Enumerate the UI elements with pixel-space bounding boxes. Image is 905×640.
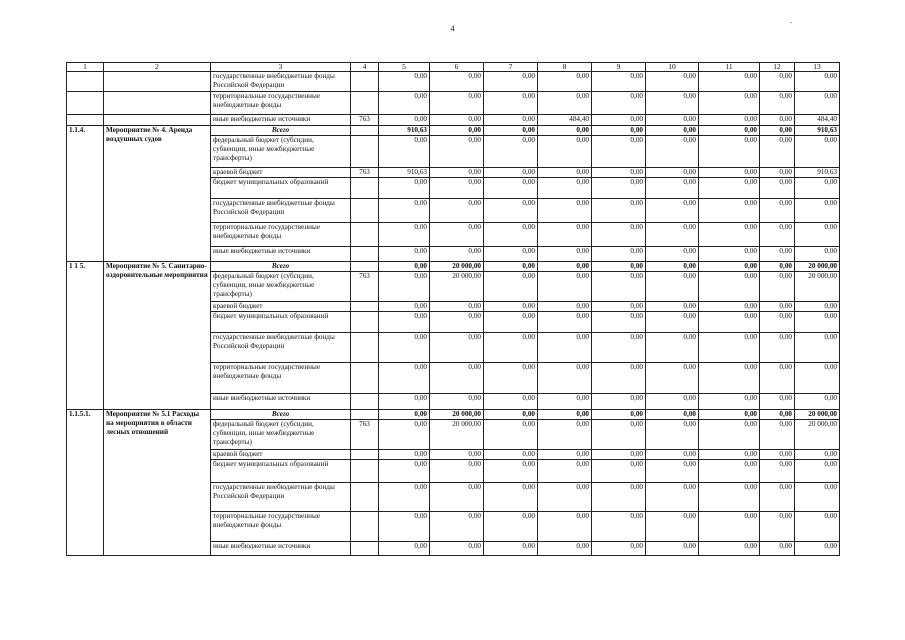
amount-cell: 0,00 <box>795 136 840 168</box>
gr-code: 763 <box>351 272 379 302</box>
amount-cell: 0,00 <box>795 363 840 394</box>
amount-cell: 0,00 <box>699 312 760 333</box>
amount-cell: 0,00 <box>430 512 484 542</box>
table-row <box>67 410 840 420</box>
amount-cell: 0,00 <box>699 178 760 199</box>
amount-cell: 0,00 <box>646 460 699 483</box>
amount-cell: 0,00 <box>760 262 795 272</box>
amount-cell: 0,00 <box>592 450 646 460</box>
amount-cell: 0,00 <box>592 483 646 512</box>
amount-cell: 0,00 <box>538 512 592 542</box>
amount-cell: 0,00 <box>795 333 840 363</box>
amount-cell: 0,00 <box>592 302 646 312</box>
amount-cell: 0,00 <box>760 512 795 542</box>
amount-cell: 0,00 <box>379 420 430 450</box>
amount-cell: 0,00 <box>760 223 795 247</box>
amount-cell: 0,00 <box>379 410 430 420</box>
header-cell: 11 <box>699 63 760 72</box>
gr-code <box>351 394 379 410</box>
activity-name: Мероприятие № 5. Санитарно-оздоровительные мероприятия <box>104 262 211 410</box>
amount-cell: 910,63 <box>379 168 430 178</box>
funding-source: федеральный бюджет (субсидии, субвенции, иные межбюджетные трансферты) <box>211 272 351 302</box>
amount-cell: 0,00 <box>430 199 484 223</box>
amount-cell: 0,00 <box>379 115 430 126</box>
amount-cell: 0,00 <box>760 363 795 394</box>
page-number: 4 <box>450 24 455 33</box>
amount-cell: 0,00 <box>795 512 840 542</box>
amount-cell: 0,00 <box>538 168 592 178</box>
amount-cell: 0,00 <box>592 168 646 178</box>
amount-cell: 0,00 <box>699 272 760 302</box>
gr-code <box>351 363 379 394</box>
amount-cell: 0,00 <box>699 168 760 178</box>
activity-code: 1.1.5.1. <box>67 410 104 556</box>
amount-cell: 0,00 <box>538 420 592 450</box>
gr-code <box>351 136 379 168</box>
amount-cell: 0,00 <box>379 199 430 223</box>
amount-cell: 0,00 <box>760 136 795 168</box>
funding-source: государственные внебюджетные фонды Российской Федерации <box>211 199 351 223</box>
activity-code <box>67 72 104 92</box>
amount-cell: 0,00 <box>538 126 592 136</box>
amount-cell: 0,00 <box>760 333 795 363</box>
amount-cell: 0,00 <box>538 333 592 363</box>
amount-cell: 0,00 <box>592 199 646 223</box>
amount-cell: 0,00 <box>484 92 538 115</box>
amount-cell: 0,00 <box>430 394 484 410</box>
amount-cell: 20 000,00 <box>430 262 484 272</box>
amount-cell: 0,00 <box>646 450 699 460</box>
amount-cell: 0,00 <box>592 272 646 302</box>
amount-cell: 0,00 <box>592 92 646 115</box>
header-cell: 8 <box>538 63 592 72</box>
amount-cell: 0,00 <box>592 512 646 542</box>
amount-cell: 910,63 <box>795 126 840 136</box>
amount-cell: 0,00 <box>592 178 646 199</box>
amount-cell: 0,00 <box>484 450 538 460</box>
gr-code <box>351 92 379 115</box>
amount-cell: 0,00 <box>484 460 538 483</box>
amount-cell: 0,00 <box>646 262 699 272</box>
amount-cell: 0,00 <box>379 363 430 394</box>
amount-cell: 0,00 <box>538 92 592 115</box>
funding-source: территориальные государственные внебюджетные фонды <box>211 363 351 394</box>
activity-name: Мероприятие № 5.1 Расходы на мероприятия в области лесных отношений <box>104 410 211 556</box>
amount-cell: 0,00 <box>699 333 760 363</box>
header-cell: 2 <box>104 63 211 72</box>
amount-cell: 0,00 <box>538 312 592 333</box>
amount-cell: 0,00 <box>795 483 840 512</box>
amount-cell: 0,00 <box>538 450 592 460</box>
amount-cell: 20 000,00 <box>430 410 484 420</box>
amount-cell: 0,00 <box>484 483 538 512</box>
amount-cell: 0,00 <box>379 312 430 333</box>
funding-source: бюджет муниципальных образований <box>211 312 351 333</box>
amount-cell: 0,00 <box>592 363 646 394</box>
header-cell: 3 <box>211 63 351 72</box>
amount-cell: 0,00 <box>538 262 592 272</box>
amount-cell: 0,00 <box>379 72 430 92</box>
amount-cell: 0,00 <box>646 199 699 223</box>
header-cell: 7 <box>484 63 538 72</box>
amount-cell: 0,00 <box>795 460 840 483</box>
amount-cell: 0,00 <box>699 450 760 460</box>
amount-cell: 0,00 <box>592 247 646 262</box>
amount-cell: 0,00 <box>760 542 795 556</box>
gr-code <box>351 126 379 136</box>
amount-cell: 0,00 <box>760 460 795 483</box>
amount-cell: 0,00 <box>538 247 592 262</box>
amount-cell: 0,00 <box>484 394 538 410</box>
amount-cell: 0,00 <box>379 223 430 247</box>
amount-cell: 0,00 <box>379 460 430 483</box>
amount-cell: 0,00 <box>538 178 592 199</box>
amount-cell: 0,00 <box>430 312 484 333</box>
amount-cell: 0,00 <box>538 136 592 168</box>
table-row <box>67 92 840 115</box>
gr-code <box>351 199 379 223</box>
funding-source: бюджет муниципальных образований <box>211 460 351 483</box>
amount-cell: 0,00 <box>379 450 430 460</box>
amount-cell: 0,00 <box>795 247 840 262</box>
amount-cell: 0,00 <box>646 92 699 115</box>
funding-source: федеральный бюджет (субсидии, субвенции, иные межбюджетные трансферты) <box>211 420 351 450</box>
amount-cell: 0,00 <box>379 92 430 115</box>
funding-source: иные внебюджетные источники <box>211 115 351 126</box>
amount-cell: 0,00 <box>592 542 646 556</box>
amount-cell: 0,00 <box>795 199 840 223</box>
gr-code <box>351 178 379 199</box>
amount-cell: 0,00 <box>646 420 699 450</box>
gr-code <box>351 72 379 92</box>
amount-cell: 0,00 <box>646 136 699 168</box>
amount-cell: 0,00 <box>430 333 484 363</box>
amount-cell: 0,00 <box>484 168 538 178</box>
gr-code <box>351 542 379 556</box>
amount-cell: 0,00 <box>430 247 484 262</box>
amount-cell: 0,00 <box>430 363 484 394</box>
amount-cell: 0,00 <box>430 72 484 92</box>
amount-cell: 0,00 <box>760 115 795 126</box>
amount-cell: 0,00 <box>646 223 699 247</box>
amount-cell: 0,00 <box>430 92 484 115</box>
amount-cell: 0,00 <box>795 302 840 312</box>
funding-source: территориальные государственные внебюджетные фонды <box>211 92 351 115</box>
gr-code <box>351 223 379 247</box>
amount-cell: 910,63 <box>795 168 840 178</box>
amount-cell: 0,00 <box>484 272 538 302</box>
amount-cell: 0,00 <box>430 302 484 312</box>
gr-code <box>351 247 379 262</box>
amount-cell: 0,00 <box>379 542 430 556</box>
funding-source: бюджет муниципальных образований <box>211 178 351 199</box>
gr-code <box>351 262 379 272</box>
amount-cell: 0,00 <box>646 302 699 312</box>
amount-cell: 0,00 <box>699 363 760 394</box>
amount-cell: 0,00 <box>430 115 484 126</box>
gr-code <box>351 333 379 363</box>
amount-cell: 0,00 <box>646 72 699 92</box>
gr-code <box>351 460 379 483</box>
amount-cell: 0,00 <box>646 542 699 556</box>
amount-cell: 0,00 <box>699 92 760 115</box>
amount-cell: 0,00 <box>699 126 760 136</box>
gr-code: 763 <box>351 420 379 450</box>
amount-cell: 0,00 <box>795 450 840 460</box>
header-cell: 6 <box>430 63 484 72</box>
amount-cell: 0,00 <box>760 420 795 450</box>
activity-name: Мероприятие № 4. Аренда воздушных судов <box>104 126 211 262</box>
funding-source: иные внебюджетные источники <box>211 247 351 262</box>
amount-cell: 0,00 <box>538 363 592 394</box>
amount-cell: 0,00 <box>699 394 760 410</box>
activity-code <box>67 92 104 115</box>
amount-cell: 0,00 <box>795 178 840 199</box>
amount-cell: 0,00 <box>430 168 484 178</box>
amount-cell: 0,00 <box>699 302 760 312</box>
amount-cell: 0,00 <box>484 178 538 199</box>
amount-cell: 0,00 <box>760 126 795 136</box>
amount-cell: 0,00 <box>795 312 840 333</box>
amount-cell: 0,00 <box>646 312 699 333</box>
amount-cell: 20 000,00 <box>430 272 484 302</box>
funding-source: краевой бюджет <box>211 168 351 178</box>
funding-source: иные внебюджетные источники <box>211 542 351 556</box>
amount-cell: 0,00 <box>430 450 484 460</box>
table-row <box>67 126 840 136</box>
header-cell: 12 <box>760 63 795 72</box>
amount-cell: 0,00 <box>430 136 484 168</box>
amount-cell: 0,00 <box>592 126 646 136</box>
amount-cell: 0,00 <box>538 542 592 556</box>
amount-cell: 0,00 <box>484 363 538 394</box>
amount-cell: 0,00 <box>646 126 699 136</box>
amount-cell: 0,00 <box>484 262 538 272</box>
amount-cell: 0,00 <box>379 512 430 542</box>
header-cell: 4 <box>351 63 379 72</box>
gr-code <box>351 483 379 512</box>
amount-cell: 0,00 <box>795 542 840 556</box>
funding-source: государственные внебюджетные фонды Российской Федерации <box>211 333 351 363</box>
funding-source: краевой бюджет <box>211 302 351 312</box>
amount-cell: 0,00 <box>592 115 646 126</box>
amount-cell: 0,00 <box>538 410 592 420</box>
amount-cell: 0,00 <box>379 247 430 262</box>
amount-cell: 0,00 <box>760 394 795 410</box>
amount-cell: 0,00 <box>795 72 840 92</box>
amount-cell: 0,00 <box>484 136 538 168</box>
amount-cell: 0,00 <box>646 168 699 178</box>
gr-code: 763 <box>351 168 379 178</box>
amount-cell: 0,00 <box>760 410 795 420</box>
amount-cell: 0,00 <box>379 178 430 199</box>
gr-code <box>351 450 379 460</box>
amount-cell: 0,00 <box>430 542 484 556</box>
amount-cell: 0,00 <box>646 394 699 410</box>
amount-cell: 0,00 <box>484 420 538 450</box>
table-row <box>67 72 840 92</box>
budget-table <box>66 62 840 556</box>
amount-cell: 0,00 <box>699 460 760 483</box>
amount-cell: 0,00 <box>538 72 592 92</box>
amount-cell: 0,00 <box>538 272 592 302</box>
gr-code <box>351 512 379 542</box>
amount-cell: 0,00 <box>538 483 592 512</box>
amount-cell: 20 000,00 <box>430 420 484 450</box>
amount-cell: 0,00 <box>379 136 430 168</box>
activity-name <box>104 72 211 92</box>
gr-code: 763 <box>351 115 379 126</box>
funding-source: федеральный бюджет (субсидии, субвенции, иные межбюджетные трансферты) <box>211 136 351 168</box>
amount-cell: 0,00 <box>699 483 760 512</box>
amount-cell: 0,00 <box>592 72 646 92</box>
amount-cell: 0,00 <box>795 223 840 247</box>
amount-cell: 0,00 <box>484 312 538 333</box>
amount-cell: 0,00 <box>430 223 484 247</box>
amount-cell: 0,00 <box>379 483 430 512</box>
amount-cell: 0,00 <box>484 542 538 556</box>
amount-cell: 0,00 <box>592 420 646 450</box>
amount-cell: 0,00 <box>430 126 484 136</box>
activity-name <box>104 92 211 115</box>
amount-cell: 0,00 <box>760 168 795 178</box>
amount-cell: 0,00 <box>484 410 538 420</box>
amount-cell: 0,00 <box>379 333 430 363</box>
amount-cell: 0,00 <box>795 394 840 410</box>
header-cell: 13 <box>795 63 840 72</box>
amount-cell: 0,00 <box>760 272 795 302</box>
amount-cell: 0,00 <box>379 272 430 302</box>
activity-name <box>104 115 211 126</box>
amount-cell: 484,40 <box>538 115 592 126</box>
amount-cell: 0,00 <box>760 72 795 92</box>
funding-source: территориальные государственные внебюджетные фонды <box>211 223 351 247</box>
header-cell: 5 <box>379 63 430 72</box>
header-cell: 1 <box>67 63 104 72</box>
amount-cell: 20 000,00 <box>795 272 840 302</box>
funding-source: иные внебюджетные источники <box>211 394 351 410</box>
amount-cell: 0,00 <box>699 72 760 92</box>
amount-cell: 0,00 <box>538 394 592 410</box>
table-row <box>67 115 840 126</box>
amount-cell: 0,00 <box>592 333 646 363</box>
activity-code <box>67 115 104 126</box>
header-row <box>67 63 840 72</box>
corner-mark: - <box>790 18 793 26</box>
amount-cell: 0,00 <box>646 410 699 420</box>
amount-cell: 0,00 <box>699 115 760 126</box>
amount-cell: 0,00 <box>699 410 760 420</box>
amount-cell: 0,00 <box>592 460 646 483</box>
funding-source: государственные внебюджетные фонды Российской Федерации <box>211 72 351 92</box>
amount-cell: 0,00 <box>538 223 592 247</box>
amount-cell: 20 000,00 <box>795 420 840 450</box>
amount-cell: 0,00 <box>760 199 795 223</box>
amount-cell: 0,00 <box>484 115 538 126</box>
amount-cell: 0,00 <box>646 247 699 262</box>
amount-cell: 0,00 <box>699 136 760 168</box>
amount-cell: 0,00 <box>430 483 484 512</box>
amount-cell: 0,00 <box>484 512 538 542</box>
amount-cell: 0,00 <box>699 262 760 272</box>
header-cell: 9 <box>592 63 646 72</box>
amount-cell: 0,00 <box>699 247 760 262</box>
amount-cell: 484,40 <box>795 115 840 126</box>
activity-code: 1.1.4. <box>67 126 104 262</box>
amount-cell: 20 000,00 <box>795 262 840 272</box>
amount-cell: 0,00 <box>484 199 538 223</box>
amount-cell: 0,00 <box>795 92 840 115</box>
amount-cell: 0,00 <box>484 302 538 312</box>
amount-cell: 0,00 <box>760 450 795 460</box>
amount-cell: 0,00 <box>592 223 646 247</box>
amount-cell: 0,00 <box>538 199 592 223</box>
amount-cell: 0,00 <box>538 302 592 312</box>
gr-code <box>351 312 379 333</box>
amount-cell: 0,00 <box>592 262 646 272</box>
amount-cell: 0,00 <box>592 136 646 168</box>
amount-cell: 0,00 <box>760 483 795 512</box>
amount-cell: 0,00 <box>538 460 592 483</box>
amount-cell: 0,00 <box>699 542 760 556</box>
amount-cell: 0,00 <box>699 512 760 542</box>
header-cell: 10 <box>646 63 699 72</box>
amount-cell: 0,00 <box>699 223 760 247</box>
amount-cell: 0,00 <box>646 178 699 199</box>
amount-cell: 0,00 <box>646 272 699 302</box>
funding-source: территориальные государственные внебюджетные фонды <box>211 512 351 542</box>
amount-cell: 0,00 <box>760 302 795 312</box>
amount-cell: 0,00 <box>646 333 699 363</box>
amount-cell: 0,00 <box>646 115 699 126</box>
amount-cell: 0,00 <box>592 312 646 333</box>
amount-cell: 0,00 <box>484 247 538 262</box>
amount-cell: 0,00 <box>760 312 795 333</box>
amount-cell: 0,00 <box>646 512 699 542</box>
amount-cell: 0,00 <box>484 72 538 92</box>
amount-cell: 0,00 <box>592 394 646 410</box>
amount-cell: 0,00 <box>430 460 484 483</box>
amount-cell: 910,63 <box>379 126 430 136</box>
amount-cell: 0,00 <box>646 483 699 512</box>
amount-cell: 0,00 <box>484 333 538 363</box>
gr-code <box>351 302 379 312</box>
activity-code: 1 1 5. <box>67 262 104 410</box>
amount-cell: 0,00 <box>379 394 430 410</box>
funding-source: Всего <box>211 410 351 420</box>
amount-cell: 0,00 <box>699 199 760 223</box>
amount-cell: 0,00 <box>484 223 538 247</box>
amount-cell: 20 000,00 <box>795 410 840 420</box>
amount-cell: 0,00 <box>592 410 646 420</box>
table-row <box>67 262 840 272</box>
amount-cell: 0,00 <box>646 363 699 394</box>
gr-code <box>351 410 379 420</box>
amount-cell: 0,00 <box>699 420 760 450</box>
amount-cell: 0,00 <box>430 178 484 199</box>
amount-cell: 0,00 <box>484 126 538 136</box>
funding-source: Всего <box>211 126 351 136</box>
funding-source: краевой бюджет <box>211 450 351 460</box>
amount-cell: 0,00 <box>760 247 795 262</box>
amount-cell: 0,00 <box>379 262 430 272</box>
amount-cell: 0,00 <box>379 302 430 312</box>
funding-source: Всего <box>211 262 351 272</box>
amount-cell: 0,00 <box>760 92 795 115</box>
amount-cell: 0,00 <box>760 178 795 199</box>
funding-source: государственные внебюджетные фонды Российской Федерации <box>211 483 351 512</box>
